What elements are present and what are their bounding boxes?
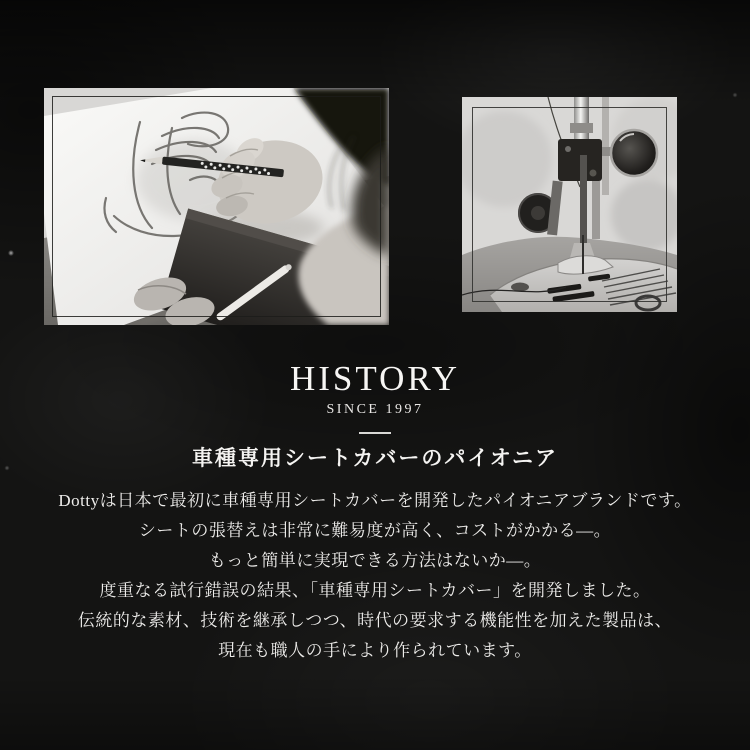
history-heading: 車種専用シートカバーのパイオニア xyxy=(192,446,558,470)
paragraph-line-6: 現在も職人の手により作られています。 xyxy=(218,641,532,660)
paragraph-line-2: シートの張替えは非常に難易度が高く、コストがかかる―。 xyxy=(138,521,612,540)
sewing-machine-photo xyxy=(462,97,677,312)
paragraph-line-4: 度重なる試行錯誤の結果、「車種専用シートカバー」を開発しました。 xyxy=(99,581,651,600)
history-title: HISTORY xyxy=(289,359,461,398)
history-text-block xyxy=(0,360,750,666)
sketching-photo xyxy=(44,88,389,325)
paragraph-line-3: もっと簡単に実現できる方法はないか―。 xyxy=(208,551,542,570)
sketching-photo-illustration xyxy=(44,88,389,325)
paragraph-line-1: Dottyは日本で最初に車種専用シートカバーを開発したパイオニアブランドです。 xyxy=(58,491,692,510)
history-subtitle: SINCE 1997 xyxy=(326,402,424,417)
paragraph-line-5: 伝統的な素材、技術を継承しつつ、時代の要求する機能性を加えた製品は、 xyxy=(77,611,673,630)
divider-line xyxy=(359,432,391,434)
sewing-machine-photo-illustration xyxy=(462,97,677,312)
history-paragraph xyxy=(0,486,750,666)
